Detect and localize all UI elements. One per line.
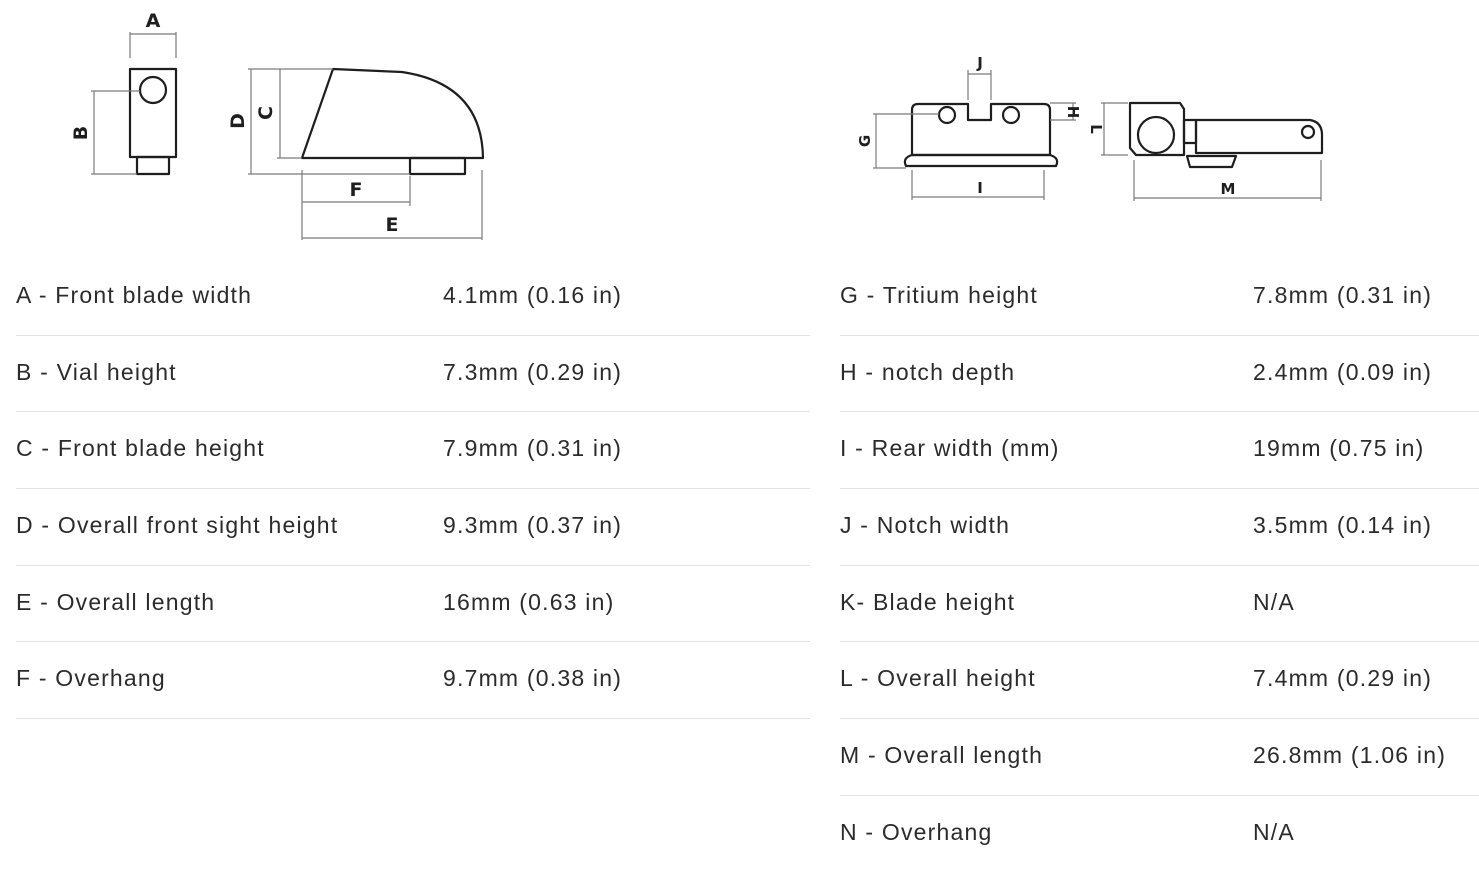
spec-label: F - Overhang <box>16 665 166 692</box>
spec-value: 9.3mm (0.37 in) <box>443 512 623 539</box>
dim-label-h: H <box>1064 105 1082 119</box>
dim-label-d: D <box>227 113 249 129</box>
spec-label: K- Blade height <box>840 588 1016 615</box>
spec-value: 26.8mm (1.06 in) <box>1253 742 1447 769</box>
spec-value: 19mm (0.75 in) <box>1253 435 1425 462</box>
front-sight-side-view <box>248 69 483 240</box>
front-blade-profile <box>302 69 483 158</box>
dim-label-g: G <box>856 134 874 148</box>
spec-label: D - Overall front sight height <box>16 512 339 539</box>
rear-sight-rear-view <box>873 70 1076 200</box>
spec-label: J - Notch width <box>840 512 1011 539</box>
rear-arm-hole <box>1302 126 1314 138</box>
dim-label-m: M <box>1220 180 1236 198</box>
spec-row <box>16 642 810 719</box>
spec-label: G - Tritium height <box>840 282 1038 308</box>
sight-dimension-diagrams <box>0 0 1479 250</box>
spec-row <box>840 719 1479 796</box>
dim-label-f: F <box>349 179 363 201</box>
tritium-vial <box>140 77 166 103</box>
spec-label: I - Rear width (mm) <box>840 435 1060 462</box>
rear-sight-spec-table <box>840 259 1479 872</box>
spec-row <box>16 412 810 489</box>
rear-sight-hinge <box>1184 120 1196 143</box>
spec-value: N/A <box>1253 818 1295 845</box>
spec-value: 7.8mm (0.31 in) <box>1253 282 1433 308</box>
spec-label: E - Overall length <box>16 588 216 615</box>
rear-sight-side-view <box>1101 103 1322 201</box>
front-blade-body <box>130 69 176 157</box>
rear-tritium-vial <box>1138 117 1174 153</box>
spec-label: A - Front blade width <box>16 282 253 308</box>
spec-row <box>840 412 1479 489</box>
spec-row <box>840 796 1479 872</box>
rear-side-dovetail <box>1187 156 1236 167</box>
spec-label: C - Front blade height <box>16 435 265 462</box>
spec-value: 2.4mm (0.09 in) <box>1253 358 1433 385</box>
front-sight-front-view <box>91 32 176 174</box>
spec-row <box>16 336 810 413</box>
spec-label: B - Vial height <box>16 358 177 385</box>
dim-label-a: A <box>145 10 161 32</box>
spec-value: 9.7mm (0.38 in) <box>443 665 623 692</box>
dim-label-e: E <box>385 214 399 236</box>
dim-label-i: I <box>977 179 983 197</box>
spec-row <box>840 642 1479 719</box>
front-sight-base <box>410 158 465 174</box>
spec-value: 7.4mm (0.29 in) <box>1253 665 1433 692</box>
spec-value: N/A <box>1253 588 1295 615</box>
front-sight-dovetail <box>137 157 169 174</box>
spec-label: L - Overall height <box>840 665 1036 692</box>
spec-value: 3.5mm (0.14 in) <box>1253 512 1433 539</box>
spec-value: 4.1mm (0.16 in) <box>443 282 623 308</box>
spec-row <box>840 489 1479 566</box>
rear-sight-body <box>912 104 1050 155</box>
rear-sight-dovetail <box>905 155 1057 166</box>
spec-label: H - notch depth <box>840 358 1016 385</box>
spec-label: N - Overhang <box>840 818 993 845</box>
dim-label-l: L <box>1087 124 1105 134</box>
dim-label-c: C <box>255 106 277 120</box>
spec-label: M - Overall length <box>840 742 1044 769</box>
spec-row <box>840 336 1479 413</box>
rear-dot-left <box>939 107 955 123</box>
spec-row <box>840 566 1479 643</box>
spec-value: 16mm (0.63 in) <box>443 588 615 615</box>
front-sight-spec-table <box>16 259 810 719</box>
spec-row <box>16 489 810 566</box>
dim-label-b: B <box>70 125 92 141</box>
spec-value: 7.3mm (0.29 in) <box>443 358 623 385</box>
spec-row <box>16 566 810 643</box>
spec-value: 7.9mm (0.31 in) <box>443 435 623 462</box>
spec-row <box>16 259 810 336</box>
rear-dot-right <box>1003 107 1019 123</box>
dim-label-j: J <box>977 54 983 72</box>
diagram-canvas <box>0 0 1479 250</box>
spec-row <box>840 259 1479 336</box>
